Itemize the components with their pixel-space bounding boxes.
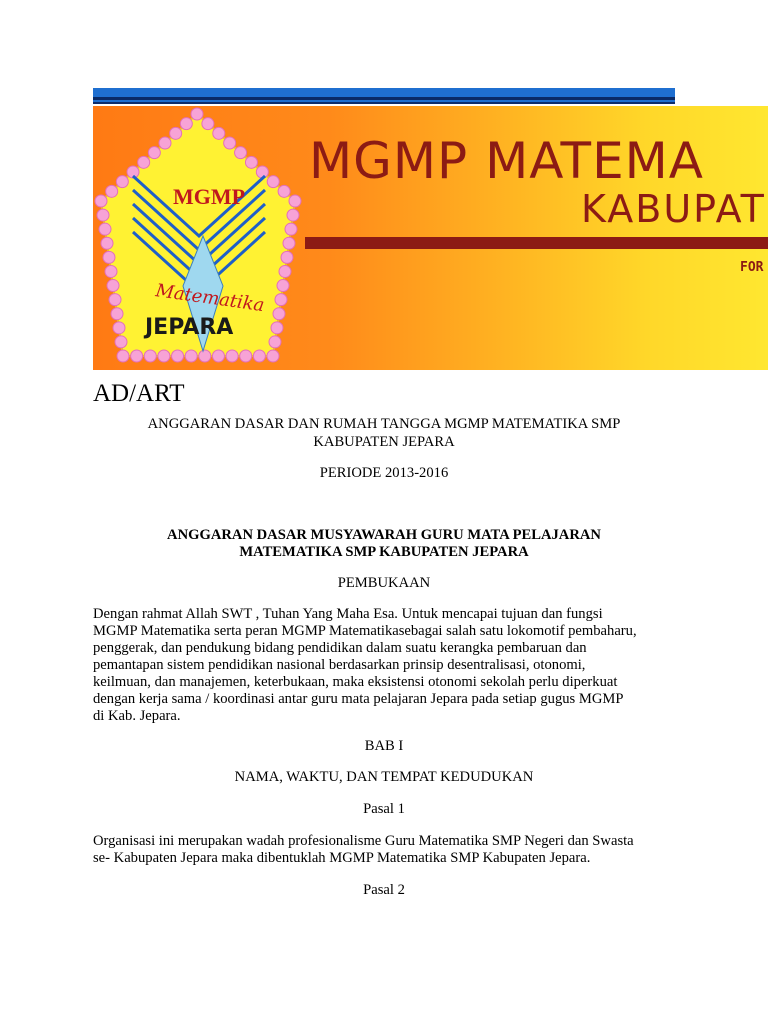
chapter-title: NAMA, WAKTU, DAN TEMPAT KEDUDUKAN <box>234 769 534 785</box>
logo-bead <box>158 350 170 362</box>
logo-bead <box>105 265 117 277</box>
logo-bead <box>212 350 224 362</box>
banner-title: MGMP MATEMA <box>309 132 705 190</box>
logo-text-script: Matematika <box>154 280 266 317</box>
banner-small-text: FOR <box>740 260 764 275</box>
logo-bead <box>99 223 111 235</box>
logo-bead <box>97 209 109 221</box>
paragraph-line: keilmuan, dan manajemen, keterbukaan, maka eksistensi otonomi sekolah perlu diperkuat <box>93 674 618 690</box>
paragraph-line: Organisasi ini merupakan wadah profesionalisme Guru Matematika SMP Negeri dan Swasta <box>93 833 634 849</box>
logo-bead <box>240 350 252 362</box>
logo-bead <box>278 185 290 197</box>
logo-bead <box>101 237 113 249</box>
paragraph-line: penggerak, dan pendukung bidang pendidikan dalam suatu kerangka pembaruan dan <box>93 640 587 656</box>
logo-bead <box>271 322 283 334</box>
logo-text-top: MGMP <box>173 184 246 209</box>
section-title-line2: MATEMATIKA SMP KABUPATEN JEPARA <box>239 544 529 560</box>
logo-bead <box>283 237 295 249</box>
logo-bead <box>107 280 119 292</box>
paragraph-line: pemantapan sistem pendidikan nasional berdasarkan prinsip desentralisasi, otonomi, <box>93 657 586 673</box>
chapter-heading: BAB I <box>364 738 404 754</box>
banner-subtitle: KABUPAT <box>581 187 766 231</box>
banner-bar <box>305 237 768 249</box>
logo-bead <box>269 336 281 348</box>
paragraph-line: di Kab. Jepara. <box>93 708 181 724</box>
logo-bead <box>185 350 197 362</box>
section-title-line1: ANGGARAN DASAR MUSYAWARAH GURU MATA PELAJARAN <box>167 527 601 543</box>
document-period: PERIODE 2013-2016 <box>319 465 449 481</box>
logo-bead <box>138 156 150 168</box>
logo-bead <box>287 209 299 221</box>
document-title: AD/ART <box>93 380 185 407</box>
logo-bead <box>115 336 127 348</box>
logo-bead <box>170 127 182 139</box>
logo-bead <box>103 251 115 263</box>
logo-bead <box>275 294 287 306</box>
logo-bead <box>285 223 297 235</box>
logo-bead <box>117 350 129 362</box>
logo-text-bottom: JEPARA <box>145 315 234 340</box>
logo-bead <box>256 166 268 178</box>
document-header-line2: KABUPATEN JEPARA <box>313 434 455 450</box>
logo-bead <box>116 176 128 188</box>
logo-bead <box>289 195 301 207</box>
logo-bead <box>281 251 293 263</box>
opening-paragraph <box>93 606 693 725</box>
article-2-heading: Pasal 2 <box>363 882 405 898</box>
logo-bead <box>235 147 247 159</box>
logo-bead <box>95 195 107 207</box>
logo-bead <box>253 350 265 362</box>
paragraph-line: dengan kerja sama / koordinasi antar guru mata pelajaran Jepara pada setiap gugus MGMP <box>93 691 624 707</box>
logo-bead <box>180 118 192 130</box>
logo-bead <box>277 280 289 292</box>
logo-bead <box>279 265 291 277</box>
document-header-line1: ANGGARAN DASAR DAN RUMAH TANGGA MGMP MATEMATIKA SMP <box>147 416 621 432</box>
logo-bead <box>111 308 123 320</box>
paragraph-line: Dengan rahmat Allah SWT , Tuhan Yang Maha Esa. Untuk mencapai tujuan dan fungsi <box>93 606 603 622</box>
logo-bead <box>159 137 171 149</box>
logo-bead <box>226 350 238 362</box>
logo-bead <box>202 118 214 130</box>
logo-bead <box>224 137 236 149</box>
logo-bead <box>148 147 160 159</box>
logo-bead <box>267 176 279 188</box>
opening-heading: PEMBUKAAN <box>337 575 431 591</box>
paragraph-line: MGMP Matematika serta peran MGMP Matematikasebagai salah satu lokomotif pembaharu, <box>93 623 637 639</box>
banner <box>93 106 768 370</box>
article-1-paragraph <box>93 833 693 867</box>
logo-bead <box>267 350 279 362</box>
logo-bead <box>106 185 118 197</box>
logo-bead <box>191 108 203 120</box>
logo-bead <box>109 294 121 306</box>
logo-bead <box>273 308 285 320</box>
logo-bead <box>172 350 184 362</box>
logo-bead <box>245 156 257 168</box>
logo-bead <box>213 127 225 139</box>
logo-bead <box>113 322 125 334</box>
logo-bead <box>131 350 143 362</box>
logo-bead <box>199 350 211 362</box>
paragraph-line: se- Kabupaten Jepara maka dibentuklah MGMP Matematika SMP Kabupaten Jepara. <box>93 850 591 866</box>
article-1-heading: Pasal 1 <box>363 801 405 817</box>
logo-bead <box>144 350 156 362</box>
header-rule <box>93 88 675 104</box>
